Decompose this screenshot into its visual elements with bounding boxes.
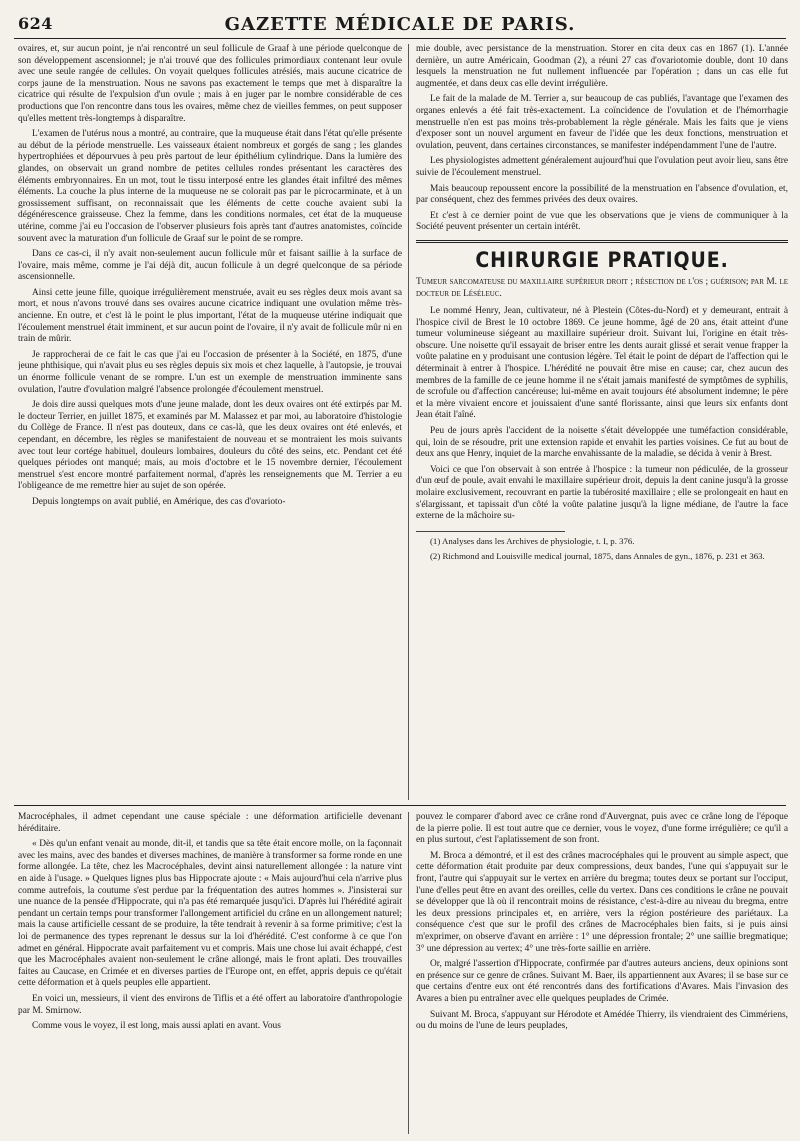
- paragraph: Suivant M. Broca, s'appuyant sur Hérodote et Amédée Thierry, ils viendraient des Cimmériens, ou du moins de l'une de leurs peuplades,: [416, 1009, 788, 1032]
- paragraph: Je rapprocherai de ce fait le cas que j'ai eu l'occasion de présenter à la Société, en 1875, d'une jeune phthisique, qui n'avait plus eu ses règles depuis six mois et chez laquelle, à l'autopsie, je trouvai un énorme follicule venant de se rompre. L'un est un exemple de menstruation imminente sans ovulation, l'autre d'ovulation malgré l'absence prolongée d'écoulement menstruel.: [18, 349, 402, 395]
- footnote: (1) Analyses dans les Archives de physiologie, t. I, p. 376.: [430, 535, 635, 546]
- paragraph: Voici ce que l'on observait à son entrée à l'hospice : la tumeur non pédiculée, de la grosseur d'un œuf de poule, avait envahi le maxillaire supérieur droit, depuis la dent canine jusqu'à la grosse molaire exclusivement, recouvrant en partie la tubérosité maxillaire ; elle se prolongeait en haut en s'élargissant, et tapissait d'un côté la voûte palatine jusqu'à la ligne médiane, de l'autre la face externe de la mâchoire su-: [416, 464, 788, 522]
- paragraph: « Dès qu'un enfant venait au monde, dit-il, et tandis que sa tête était encore molle, on la façonnait avec les mains, avec des bandes et diverses machines, de manière à transformer sa forme ronde en une forme allongée. La tête, chez les Macrocéphales, devint ainsi naturellement allongée : la nature vint en aide à l'usage. » Quelques lignes plus bas Hippocrate ajoute : « Mais aujourd'hui cela n'arrive plus comme autrefois, la coutume s'est perdue par la fréquentation des autres hommes ». J'insisterai sur une nuance de la pensée d'Hippocrate, qui n'a pas été remarquée jusqu'ici. D'après lui l'hérédité agirait pendant un certain temps pour transformer l'allongement artificiel du crâne en un allongement naturel; mais la cause artificielle cessant de se produire, la tête tendrait à revenir à sa forme primitive; c'est la loi de permanence des types reprenant le dessus sur la loi d'hérédité. C'est conforme à ce que l'on admet en général. Hippocrate avait parfaitement vu et compris. Mais une chose lui avait échappé, c'est que les Macrocéphales avaient non-seulement le crâne allongé, mais le front aplati. Des trouvailles faites au Caucase, en Crimée et en diverses parties de l'Europe ont, en effet, appris depuis ce qu'était cette déformation et à quels peuples elle appartient.: [18, 839, 402, 989]
- column-top-right: [416, 44, 788, 800]
- paragraph: Les physiologistes admettent généralement aujourd'hui que l'ovulation peut avoir lieu, sans être suivie de l'écoulement menstruel.: [416, 156, 788, 178]
- paragraph: Macrocéphales, il admet cependant une cause spéciale : une déformation artificielle devenant héréditaire.: [18, 812, 402, 834]
- section-title: CHIRURGIE PRATIQUE.: [475, 247, 729, 272]
- paragraph: M. Broca a démontré, et il est des crânes macrocéphales qui le prouvent au simple aspect, que cette déformation était produite par deux compressions, deux bandes, l'une qui s'appuyait sur le front, l'autre qui s'appuyait sur le vertex en arrière du bregma; toutes deux se portant sur l'occiput, l'une d'elles peut être en avant des oreilles, celle du vertex. Dans ces conditions le crâne ne pouvait se développer que là où il rencontrait moins de résistance, c'est-à-dire au niveau du bregma, entre les deux pressions principales et, en arrière, vers la région postérieure des pariétaux. La conséquence c'est que sur le profil des crânes de Macrocéphales bien faits, si je puis ainsi m'exprimer, on observe d'avant en arrière : 1° une dépression frontale; 2° une saillie bregmatique; 3° une dépression au vertex; 4° une très-forte saillie en arrière.: [416, 850, 788, 954]
- paragraph: L'examen de l'utérus nous a montré, au contraire, que la muqueuse était dans l'état qu'elle présente au début de la période menstruelle. Les vaisseaux étaient nombreux et gorgés de sang ; les glandes hypertrophiées et dépourvues à peu près partout de leur épithélium cylindrique. Dans la lumière des glandes, on observait un grand nombre de petites cellules rondes présentant les caractères des éléments embryonnaires. En un mot, tout le tissu interposé entre les glandes était infiltré des mêmes éléments. La couche la plus interne de la muqueuse ne se colorait pas par le picrocarminate, et à un grossissement suffisant, on reconnaissait que les éléments de cette couche avaient subi la dégénérescence graisseuse. Chez la femme, dans les conditions normales, cet état de la muqueuse utérine, comme j'ai eu l'occasion de l'observer plusieurs fois après tant d'autres anatomistes, coïncide souvent avec la maturation d'un follicule de Graaf sur le point de se rompre.: [18, 129, 402, 244]
- column-bottom-left: [18, 812, 402, 1134]
- column-divider-top: [408, 44, 409, 800]
- column-divider-bottom: [408, 812, 409, 1134]
- paragraph: ovaires, et, sur aucun point, je n'ai rencontré un seul follicule de Graaf à une période quelconque de son développement ascensionnel; je n'ai trouvé que des follicules primordiaux contenant leur ovule avec une seule rangée de cellules. On voyait quelques follicules atrésiés, mais aucune cicatrice de corps jaune de la menstruation. Nous ne savons pas exactement le temps que met à disparaître la cicatrice qui résulte de l'expulsion d'un ovule ; mais à en juger par le nombre considérable de ces productions que l'on rencontre dans tous les ovaires, même chez de vieilles femmes, on peut supposer qu'elles mettent très-longtemps à disparaître.: [18, 44, 402, 124]
- journal-title: GAZETTE MÉDICALE DE PARIS.: [224, 14, 576, 35]
- section-rule: [416, 240, 788, 243]
- paragraph: En voici un, messieurs, il vient des environs de Tiflis et a été offert au laboratoire d'anthropologie par M. Smirnow.: [18, 993, 402, 1016]
- paragraph: Comme vous le voyez, il est long, mais aussi aplati en avant. Vous: [32, 1021, 281, 1032]
- footnote-rule: [416, 531, 565, 532]
- column-top-left: [18, 44, 402, 800]
- paragraph: Mais beaucoup repoussent encore la possibilité de la menstruation en l'absence d'ovulation, et, par conséquent, chez des femmes privées des deux ovaires.: [416, 183, 788, 206]
- paragraph: Et c'est à ce dernier point de vue que les observations que je viens de communiquer à la Société peuvent présenter un certain intérêt.: [416, 210, 788, 233]
- paragraph: Le nommé Henry, Jean, cultivateur, né à Plestein (Côtes-du-Nord) et y demeurant, entrait à l'hospice civil de Brest le 10 octobre 1869. Ce jeune homme, âgé de 20 ans, était atteint d'une tumeur volumineuse siégeant au maxillaire supérieur droit. Suivant lui, l'origine en était très-obscure. Une noisette qu'il essayait de briser entre les dents aurait glissé et serait venue frapper la voûte palatine en y produisant une contusion légère. Tel était le point de départ de l'affection qui le déterminait à entrer à l'hospice. L'hérédité ne pouvait être mise en cause; car, chez aucun des membres de la famille de ce jeune homme il ne s'était jamais manifesté de symptômes de syphilis, de scrofule ou d'affection cancéreuse; lui-même en avait toujours été absolument indemne; le père et la mère vivaient encore et jouissaient d'une santé florissante, ainsi que leurs six enfants dont Jean était l'aîné.: [416, 306, 788, 421]
- paragraph: Dans ce cas-ci, il n'y avait non-seulement aucun follicule mûr et faisant saillie à la surface de l'ovaire, mais même, comme je l'ai déjà dit, aucun follicule à un degré quelconque de sa période ascensionnelle.: [18, 249, 402, 283]
- article-heading: Tumeur sarcomateuse du maxillaire supérieur droit ; résection de l'os ; guérison; par M. le docteur de Léséleuc.: [416, 276, 788, 299]
- header-rule: [14, 38, 786, 39]
- column-bottom-right: [416, 812, 788, 1134]
- paragraph: pouvez le comparer d'abord avec ce crâne rond d'Auvergnat, puis avec ce crâne long de l'époque de la pierre polie. Il est tout autre que ce dernier, vous le voyez, d'une forme irrégulière; ce qu'il a en plus surtout, c'est l'aplatissement de son front.: [416, 812, 788, 846]
- page-number: 624: [18, 14, 53, 33]
- page-header: [0, 6, 800, 40]
- paragraph: Depuis longtemps on avait publié, en Amérique, des cas d'ovarioto-: [32, 496, 286, 507]
- page-divider-rule: [14, 805, 786, 806]
- footnote: (2) Richmond and Louisville medical journal, 1875, dans Annales de gyn., 1876, p. 231 et 363.: [430, 550, 765, 561]
- paragraph: Le fait de la malade de M. Terrier a, sur beaucoup de cas publiés, l'avantage que l'examen des organes enlevés a été fait très-exactement. La coïncidence de l'ovulation et de l'hémorrhagie menstruelle n'en est pas moins très-probablement la règle générale. Mais les faits que je viens d'exposer sont un nouvel argument en faveur de l'idée que les deux fonctions, menstruation et ovulation, peuvent, dans certaines circonstances, se manifester indépendamment l'une de l'autre.: [416, 94, 788, 151]
- paragraph: Or, malgré l'assertion d'Hippocrate, confirmée par d'autres auteurs anciens, deux opinions sont en présence sur ce genre de crânes. Suivant M. Baer, ils appartiennent aux Avares; il se base sur ce que certains d'entre eux ont été rencontrés dans des fortifications d'Avares. Mais l'invasion des Avares a bien pu entraîner avec elle quelques peuplades de Crimée.: [416, 959, 788, 1004]
- paragraph: Ainsi cette jeune fille, quoique irrégulièrement menstruée, avait eu ses règles deux mois avant sa mort, et nous n'avons trouvé dans ses ovaires aucune cicatrice indiquant une ovulation même très-ancienne. En outre, et c'est là le point le plus important, l'état de la muqueuse utérine indiquait que l'écoulement menstruel était imminent, et sur aucun point de l'ovaire, il n'y avait de follicule mûr ni en train de mûrir.: [18, 287, 402, 345]
- paragraph: Je dois dire aussi quelques mots d'une jeune malade, dont les deux ovaires ont été extirpés par M. le docteur Terrier, en juillet 1875, et examinés par M. Malassez et par moi, au laboratoire d'histologie du Collège de France. Il n'est pas douteux, dans ce cas-là, que les deux ovaires ont été enlevés, et cependant, en décembre, les règles se manifestaient de nouveau et se montraient les mois suivants avec tout leur cortége habituel, douleurs lombaires, douleurs du côté des seins, etc. Pendant cet été quelques périodes ont manqué; mais, au mois d'octobre et le 15 novembre dernier, l'écoulement menstruel s'est encore montré parfaitement normal, d'après les renseignements que M. Terrier a eu l'obligeance de me remettre hier au sujet de son opérée.: [18, 400, 402, 492]
- paragraph: mie double, avec persistance de la menstruation. Storer en cita deux cas en 1867 (1). L'année dernière, un autre Américain, Goodman (2), a réuni 27 cas d'ovariotomie double, dont 10 dans lesquels la menstruation ne fut nullement influencée par l'opération ; dans un cas elle fut augmentée, et dans deux cas elle devint irrégulière.: [416, 44, 788, 89]
- paragraph: Peu de jours après l'accident de la noisette s'était développée une tuméfaction considérable, qui, loin de se résoudre, prit une extension rapide et envahit les parties voisines. Ce fut au bout de deux ans que Henry, inquiet de la marche envahissante de la maladie, se décida à venir à Brest.: [416, 426, 788, 460]
